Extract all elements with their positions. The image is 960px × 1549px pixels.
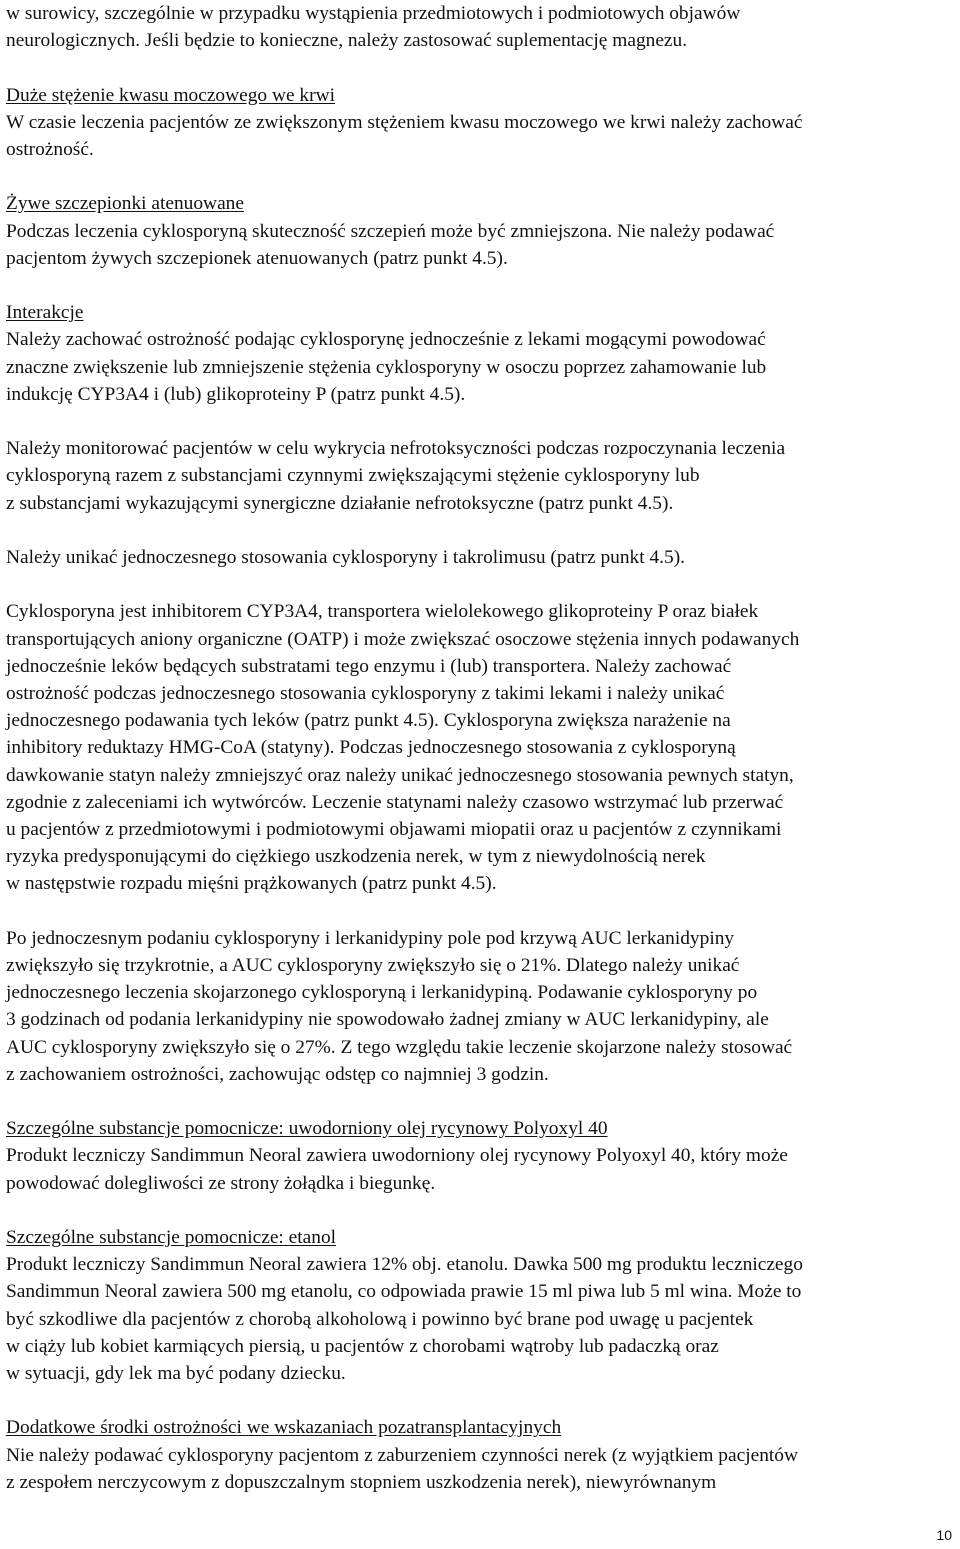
section-heading: Dodatkowe środki ostrożności we wskazaniach pozatransplantacyjnych xyxy=(6,1417,562,1439)
paragraph: w surowicy, szczególnie w przypadku wystąpienia przedmiotowych i podmiotowych objawów neurologicznych. Jeśli będzie to konieczne, należy zastosować suplementację magnezu. xyxy=(6,3,741,52)
paragraph: Nie należy podawać cyklosporyny pacjentom z zaburzeniem czynności nerek (z wyjątkiem pacjentów z zespołem nerczycowym z dopuszczalnym stopniem uszkodzenia nerek), niewyrównanym xyxy=(6,1444,798,1493)
paragraph: Cyklosporyna jest inhibitorem CYP3A4, transportera wielolekowego glikoproteiny P oraz białek transportujących aniony organiczne (OATP) i może zwiększać osoczowe stężenia innych podawanych jednocześnie leków będących substratami tego enzymu i (lub) transportera. Należy zachować ostrożność podczas jednoczesnego stosowania cyklosporyny z takimi lekami i należy unikać jednoczesnego podawania tych leków (patrz punkt 4.5). Cyklosporyna zwiększa narażenie na inhibitory reduktazy HMG-CoA (statyny). Podczas jednoczesnego stosowania z cyklosporyną dawkowanie statyn należy zmniejszyć oraz należy unikać jednoczesnego stosowania pewnych statyn, zgodnie z zaleceniami ich wytwórców. Leczenie statynami należy czasowo wstrzymać lub przerwać u pacjentów z przedmiotowymi i podmiotowymi objawami miopatii oraz u pacjentów z czynnikami ryzyka predysponującymi do ciężkiego uszkodzenia nerek, w tym z niewydolnością nerek w następstwie rozpadu mięśni prążkowanych (patrz punkt 4.5). xyxy=(6,601,800,895)
paragraph: Produkt leczniczy Sandimmun Neoral zawiera uwodorniony olej rycynowy Polyoxyl 40, który może powodować dolegliwości ze strony żołądka i biegunkę. xyxy=(6,1145,788,1194)
paragraph: Należy monitorować pacjentów w celu wykrycia nefrotoksyczności podczas rozpoczynania leczenia cyklosporyną razem z substancjami czynnymi zwiększającymi stężenie cyklosporyny lub z substancjami wykazującymi synergiczne działanie nefrotoksyczne (patrz punkt 4.5). xyxy=(6,438,786,514)
section-heading: Szczególne substancje pomocnicze: uwodorniony olej rycynowy Polyoxyl 40 xyxy=(6,1118,608,1140)
section-heading: Interakcje xyxy=(6,302,84,324)
document-page xyxy=(6,0,956,1496)
paragraph: Po jednoczesnym podaniu cyklosporyny i lerkanidypiny pole pod krzywą AUC lerkanidypiny zwiększyło się trzykrotnie, a AUC cyklosporyny zwiększyło się o 21%. Dlatego należy unikać jednoczesnego leczenia skojarzonego cyklosporyną i lerkanidypiną. Podawanie cyklosporyny po 3 godzinach od podania lerkanidypiny nie spowodowało żadnej zmiany w AUC lerkanidypiny, ale AUC cyklosporyny zwiększyło się o 27%. Z tego względu takie leczenie skojarzone należy stosować z zachowaniem ostrożności, zachowując odstęp co najmniej 3 godzin. xyxy=(6,927,793,1085)
paragraph: Należy zachować ostrożność podając cyklosporynę jednocześnie z lekami mogącymi powodować znaczne zwiększenie lub zmniejszenie stężenia cyklosporyny w osoczu poprzez zahamowanie lub indukcję CYP3A4 i (lub) glikoproteiny P (patrz punkt 4.5). xyxy=(6,329,767,405)
paragraph: Podczas leczenia cyklosporyną skuteczność szczepień może być zmniejszona. Nie należy podawać pacjentom żywych szczepionek atenuowanych (patrz punkt 4.5). xyxy=(6,220,775,269)
section-heading: Duże stężenie kwasu moczowego we krwi xyxy=(6,84,335,106)
section-heading: Szczególne substancje pomocnicze: etanol xyxy=(6,1227,337,1248)
page-number: 10 xyxy=(936,1527,952,1543)
paragraph: Produkt leczniczy Sandimmun Neoral zawiera 12% obj. etanolu. Dawka 500 mg produktu leczniczego Sandimmun Neoral zawiera 500 mg etanolu, co odpowiada prawie 15 ml piwa lub 5 ml wina. Może to być szkodliwe dla pacjentów z chorobą alkoholową i powinno być brane pod uwagę u pacjentek w ciąży lub kobiet karmiących piersią, u pacjentów z chorobami wątroby lub padaczką oraz w sytuacji, gdy lek ma być podany dziecku. xyxy=(6,1254,803,1385)
paragraph: Należy unikać jednoczesnego stosowania cyklosporyny i takrolimusu (patrz punkt 4.5). xyxy=(6,546,686,568)
paragraph: W czasie leczenia pacjentów ze zwiększonym stężeniem kwasu moczowego we krwi należy zachować ostrożność. xyxy=(6,111,803,160)
section-heading: Żywe szczepionki atenuowane xyxy=(6,193,244,215)
